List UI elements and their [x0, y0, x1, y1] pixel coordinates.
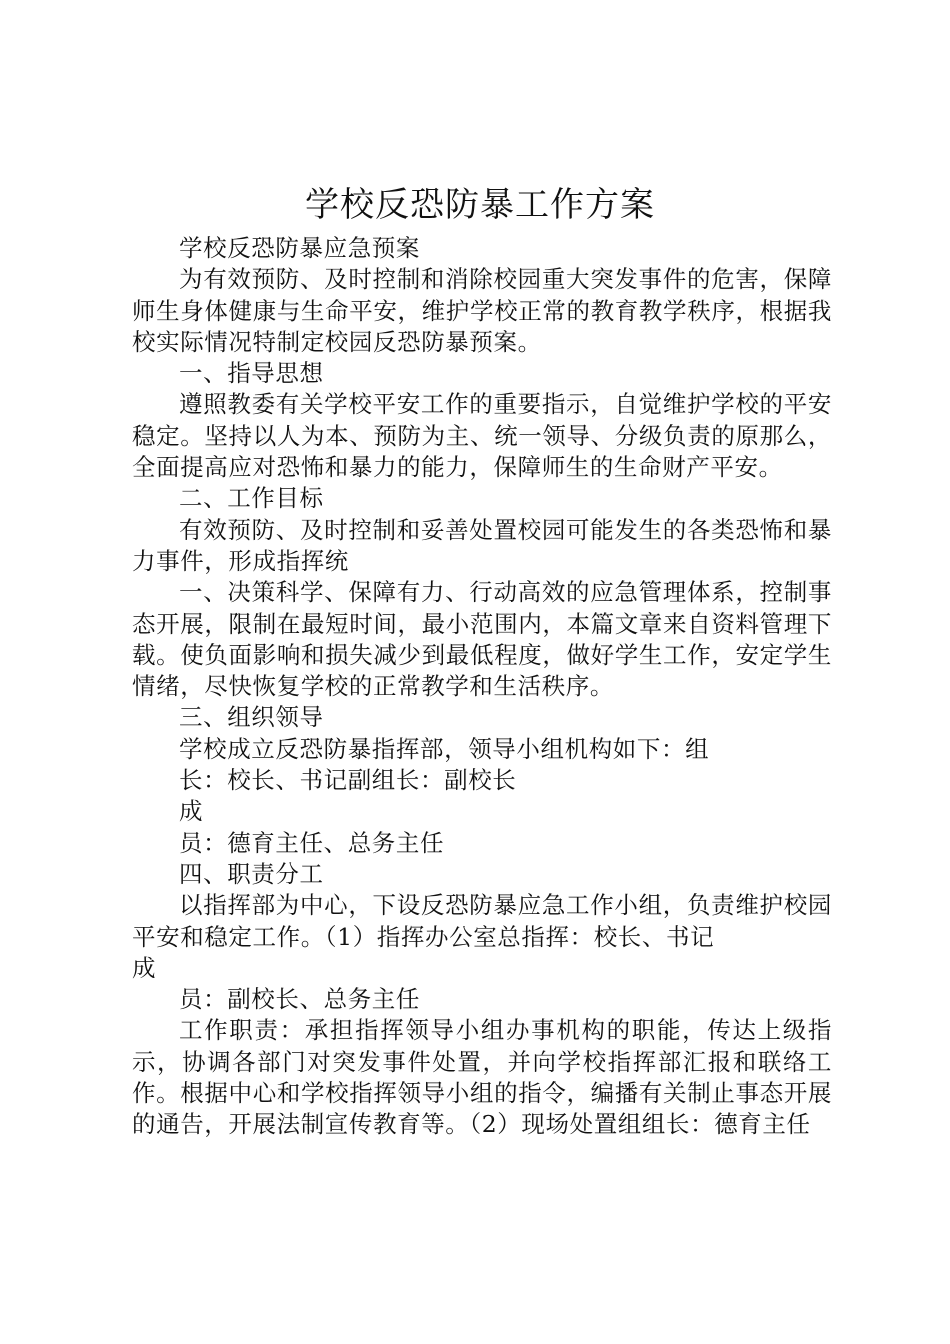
paragraph: 成 [132, 953, 157, 982]
paragraph: 成 [179, 797, 204, 826]
paragraph: 工作职责：承担指挥领导小组办事机构的职能，传达上级指示，协调各部门对突发事件处置，并向学校指挥部汇报和联络工作。根据中心和学校指挥领导小组的指令，编播有关制止事态开展的通告，开展法制宣传教育等。（2）现场处置组组长：德育主任 [132, 1016, 832, 1139]
paragraph: 一、决策科学、保障有力、行动高效的应急管理体系，控制事态开展，限制在最短时间，最小范围内，本篇文章来自资料管理下载。使负面影响和损失减少到最低程度，做好学生工作，安定学生情绪，尽快恢复学校的正常教学和生活秩序。 [132, 578, 832, 701]
document-body [132, 233, 832, 1141]
paragraph: 有效预防、及时控制和妥善处置校园可能发生的各类恐怖和暴力事件，形成指挥统 [132, 515, 832, 575]
paragraph: 遵照教委有关学校平安工作的重要指示，自觉维护学校的平安稳定。坚持以人为本、预防为主、统一领导、分级负责的原那么，全面提高应对恐怖和暴力的能力，保障师生的生命财产平安。 [132, 390, 832, 482]
paragraph: 为有效预防、及时控制和消除校园重大突发事件的危害，保障师生身体健康与生命平安，维护学校正常的教育教学秩序，根据我校实际情况特制定校园反恐防暴预案。 [132, 265, 832, 356]
section-heading: 二、工作目标 [179, 484, 324, 513]
paragraph: 员：副校长、总务主任 [179, 985, 420, 1014]
section-heading: 一、指导思想 [179, 359, 324, 388]
section-heading: 三、组织领导 [179, 703, 324, 732]
document-title: 学校反恐防暴工作方案 [305, 185, 655, 225]
paragraph: 学校成立反恐防暴指挥部，领导小组机构如下：组 [179, 734, 710, 763]
paragraph: 员：德育主任、总务主任 [179, 828, 445, 857]
paragraph: 长：校长、书记副组长：副校长 [179, 766, 517, 795]
paragraph: 以指挥部为中心，下设反恐防暴应急工作小组，负责维护校园平安和稳定工作。（1）指挥办公室总指挥：校长、书记 [132, 891, 832, 951]
section-heading: 四、职责分工 [179, 859, 324, 888]
paragraph: 学校反恐防暴应急预案 [179, 234, 420, 262]
